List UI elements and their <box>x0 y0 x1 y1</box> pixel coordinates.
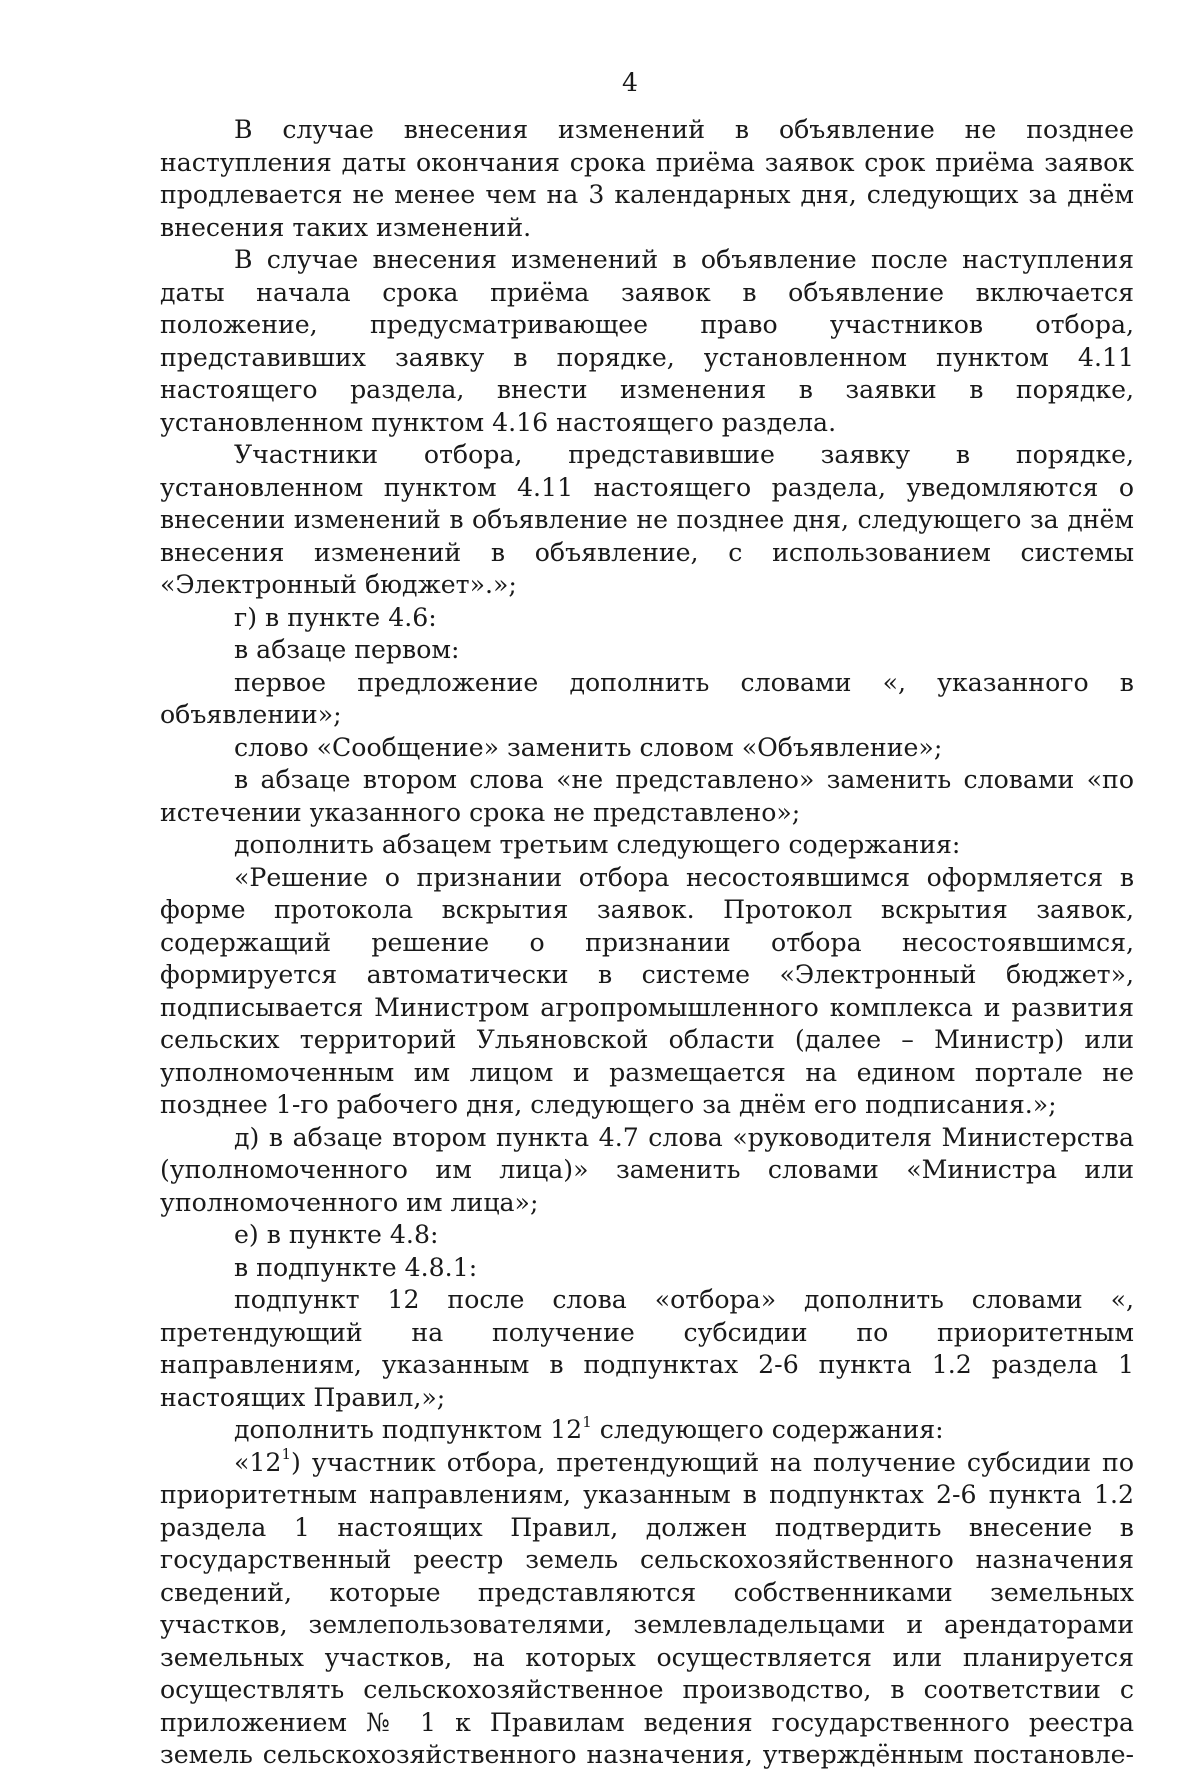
paragraph-11: д) в абзаце втором пункта 4.7 слова «руководителя Министерства (уполномоченного им лица)» заменить словами «Министра или уполномоченного им лица»; <box>160 1122 1134 1217</box>
superscript-marker: 1 <box>281 1445 292 1464</box>
paragraph-3: Участники отбора, представившие заявку в порядке, установленном пунктом 4.11 настоящего раздела, уведомляются о внесении изменений в объявление не позднее дня, следующего за днём внесения изменений в объявление, с использованием системы «Электронный бюджет».»; <box>160 440 1134 599</box>
paragraph-13: в подпункте 4.8.1: <box>234 1252 478 1282</box>
superscript-marker: 1 <box>582 1412 592 1431</box>
paragraph-16-open: «12 <box>234 1447 282 1477</box>
paragraph-15-before: дополнить подпунктом 12 <box>234 1415 583 1444</box>
paragraph-9: дополнить абзацем третьим следующего содержания: <box>234 830 961 859</box>
paragraph-2: В случае внесения изменений в объявление после наступления даты начала срока приёма заявок в объявление включается положение, предусматривающее право участников отбора, представивших заявку в порядке, установленном пунктом 4.11 настоящего раздела, внести изменения в заявки в порядке, установленном пунктом 4.16 настоящего раздела. <box>160 245 1134 437</box>
paragraph-15-after: следующего содержания: <box>591 1415 944 1444</box>
paragraph-6: первое предложение дополнить словами «, указанного в объявлении»; <box>160 667 1134 729</box>
paragraph-10: «Решение о признании отбора несостоявшимся оформляется в форме протокола вскрытия заявок. Протокол вскрытия заявок, содержащий решение о признании отбора несостоявшимся, формируется автоматически в системе «Электронный бюджет», подписывается Министром агропромышленного комплекса и развития сельских территорий Ульяновской области (далее – Министр) или уполномоченным им лицом и размещается на едином портале не позднее 1-го рабочего дня, следующего за днём его подписания.»; <box>160 862 1134 1119</box>
paragraph-7: слово «Сообщение» заменить словом «Объявление»; <box>234 732 943 762</box>
paragraph-1: В случае внесения изменений в объявление не позднее наступления даты окончания срока приёма заявок срок приёма заявок продлевается не менее чем на 3 календарных дня, следующих за днём внесения таких изменений. <box>160 115 1134 242</box>
paragraph-4: г) в пункте 4.6: <box>234 602 437 632</box>
paragraph-16 <box>160 1447 1134 1772</box>
page-number: 4 <box>622 68 638 97</box>
paragraph-5: в абзаце первом: <box>234 635 460 664</box>
document-body <box>160 114 1134 1772</box>
paragraph-14: подпункт 12 после слова «отбора» дополнить словами «, претендующий на получение субсидии по приоритетным направлениям, указанным в подпунктах 2-6 пункта 1.2 раздела 1 настоящих Правил,»; <box>160 1285 1134 1412</box>
paragraph-16-text: ) участник отбора, претендующий на получение субсидии по приоритетным направлениям, указанным в подпунктах 2-6 пункта 1.2 раздела 1 настоящих Правил, должен подтвердить внесение в государственный реестр земель сельскохозяйственного назначения сведений, которые представляются собственниками земельных участков, землепользователями, землевладельцами и арендаторами земельных участков, на которых осуществляется или планируется осуществлять сельскохозяйственное производство, в соответствии с приложением № 1 к Правилам ведения государственного реестра земель сельскохозяйственного назначения, утверждённым постановле- <box>160 1447 1134 1769</box>
paragraph-15 <box>160 1414 1134 1447</box>
paragraph-8: в абзаце втором слова «не представлено» заменить словами «по истечении указанного срока не представлено»; <box>160 765 1134 827</box>
paragraph-12: е) в пункте 4.8: <box>234 1220 439 1249</box>
